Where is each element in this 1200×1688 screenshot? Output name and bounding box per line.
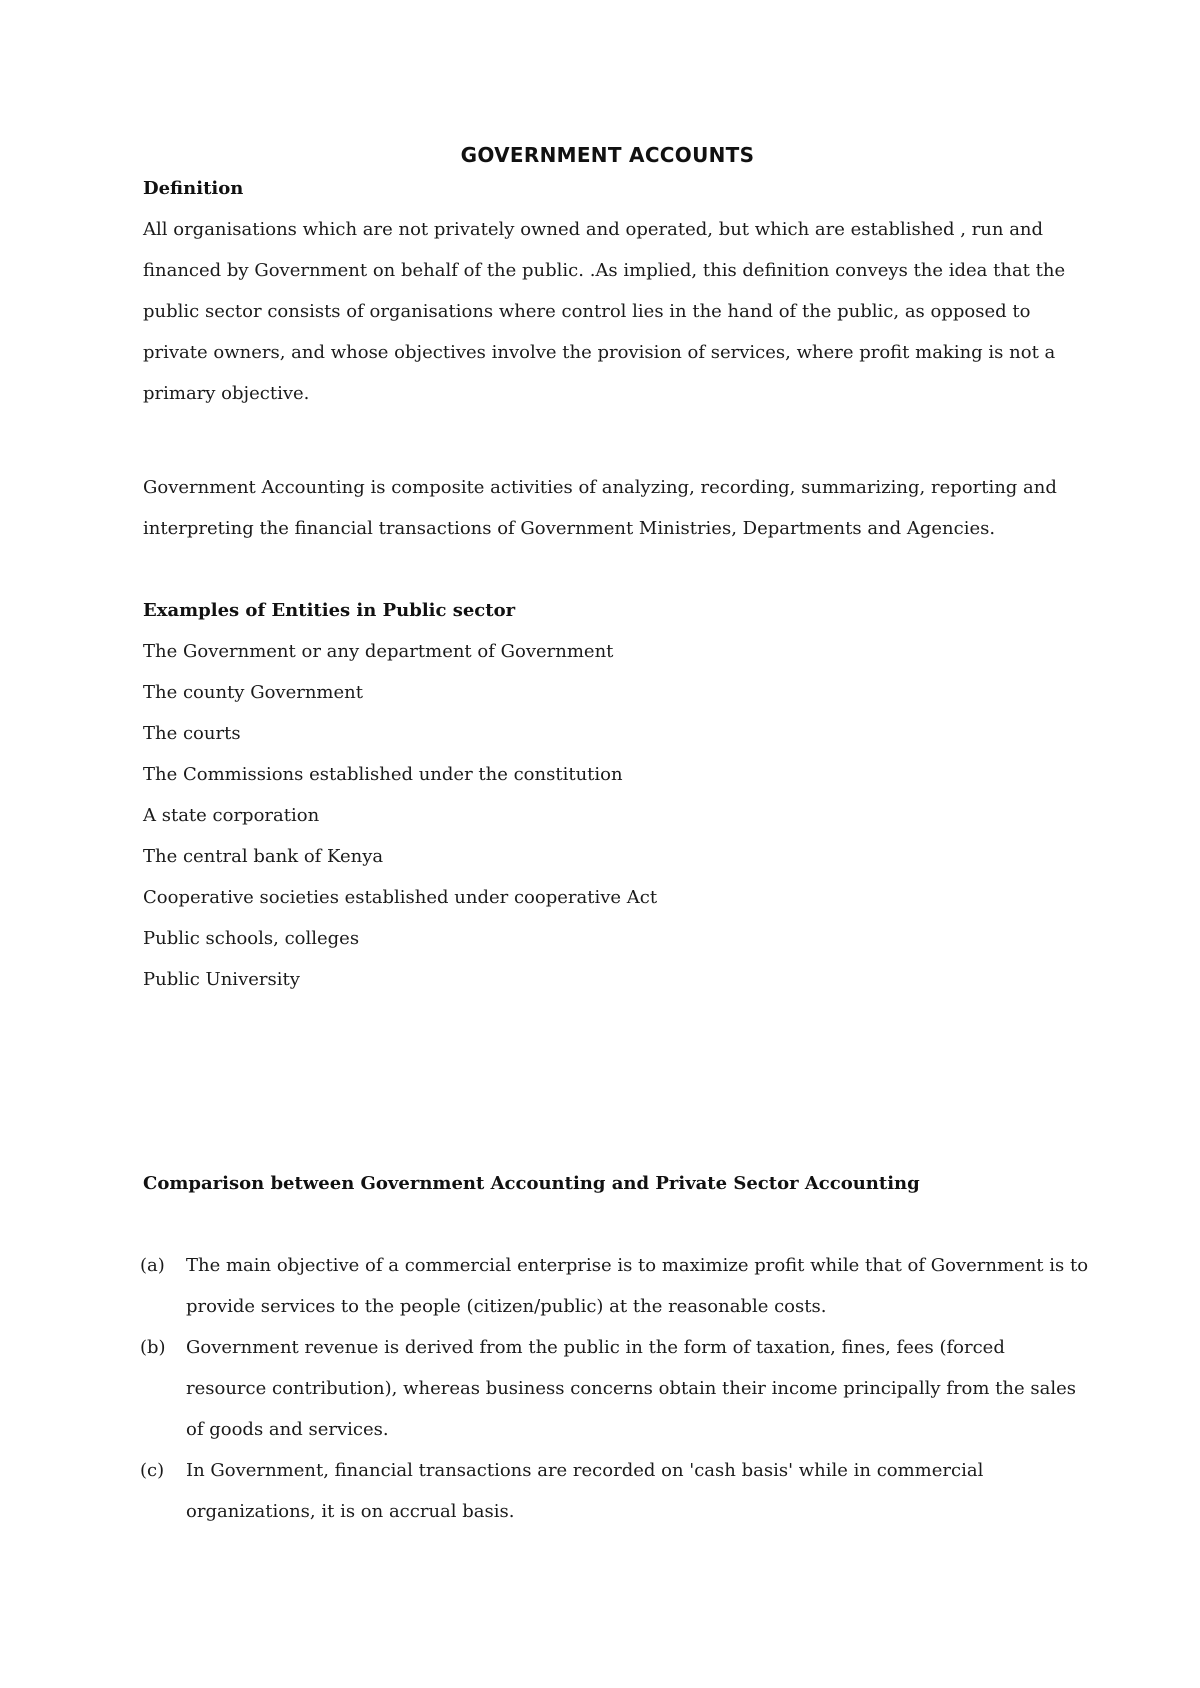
list-item: Public schools, colleges (143, 928, 360, 949)
list-item: The Commissions established under the constitution (143, 764, 623, 785)
examples-list (143, 631, 657, 1000)
list-item: The courts (143, 723, 241, 744)
definition-heading: Definition (143, 178, 244, 199)
comparison-text: In Government, financial transactions are recorded on 'cash basis' while in commercial organizations, it is on accrual basis. (186, 1460, 984, 1522)
list-item: The central bank of Kenya (143, 846, 384, 867)
comparison-marker: (b) (140, 1337, 166, 1358)
comparison-item (140, 1245, 1090, 1327)
comparison-text: The main objective of a commercial enterprise is to maximize profit while that of Government is to provide services to the people (citizen/public) at the reasonable costs. (186, 1255, 1089, 1317)
accounting-paragraph: Government Accounting is composite activities of analyzing, recording, summarizing, reporting and interpreting the financial transactions of Government Ministries, Departments and Agencies. (143, 477, 1057, 539)
comparison-marker: (c) (140, 1460, 165, 1481)
examples-heading: Examples of Entities in Public sector (143, 600, 516, 621)
comparison-item (140, 1450, 1090, 1532)
comparison-item (140, 1327, 1090, 1450)
list-item: Public University (143, 969, 300, 990)
comparison-heading: Comparison between Government Accounting and Private Sector Accounting (143, 1173, 920, 1194)
comparison-marker: (a) (140, 1255, 165, 1276)
comparison-list (140, 1245, 1090, 1532)
list-item: Cooperative societies established under cooperative Act (143, 887, 658, 908)
list-item: The county Government (143, 682, 363, 703)
page-title: GOVERNMENT ACCOUNTS (460, 143, 755, 167)
list-item: The Government or any department of Government (143, 641, 614, 662)
definition-paragraph: All organisations which are not privately owned and operated, but which are established , run and financed by Government on behalf of the public. .As implied, this definition conveys the idea that the public sector consists of organisations where control lies in the hand of the public, as opposed to private owners, and whose objectives involve the provision of services, where profit making is not a primary objective. (143, 219, 1066, 404)
list-item: A state corporation (143, 805, 320, 826)
comparison-text: Government revenue is derived from the public in the form of taxation, fines, fees (forced resource contribution), whereas business concerns obtain their income principally from the sales of goods and services. (186, 1337, 1076, 1440)
